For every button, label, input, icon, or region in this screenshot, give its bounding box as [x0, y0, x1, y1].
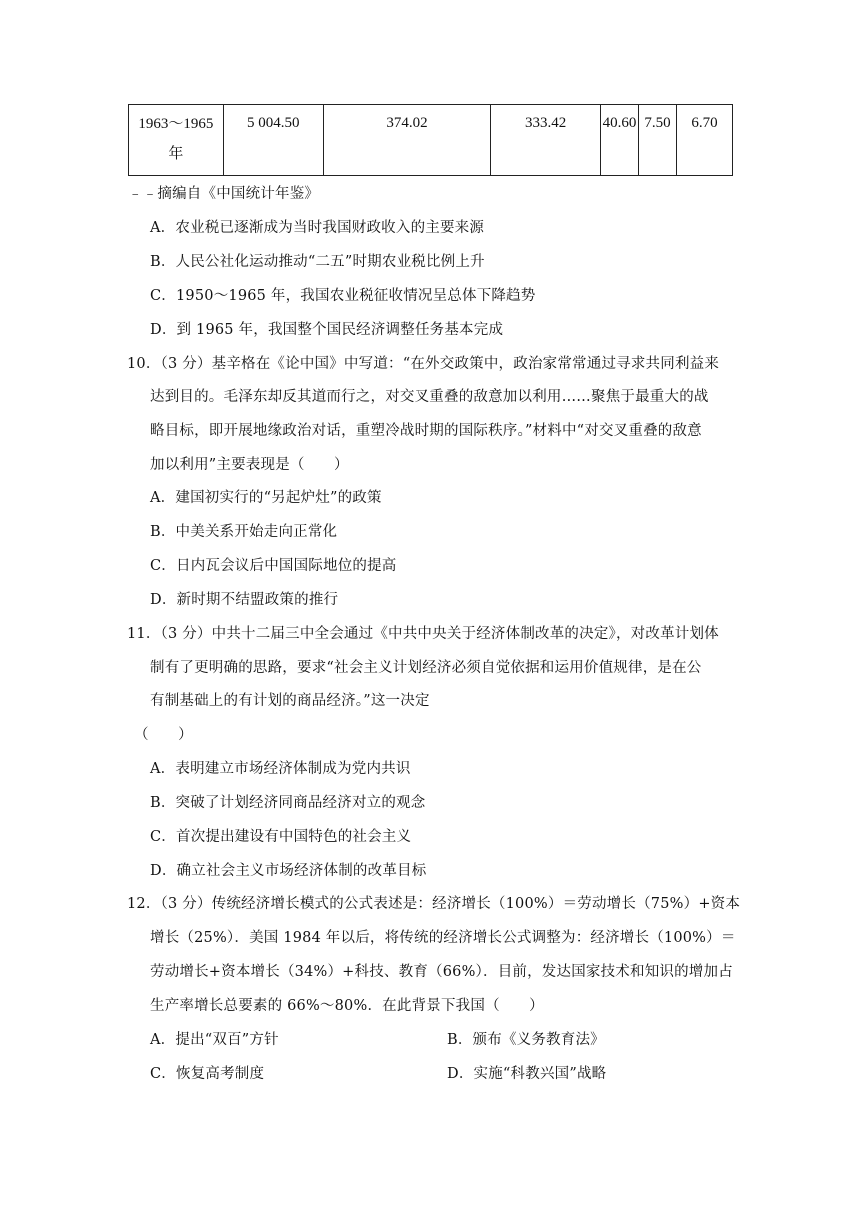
- q11-option-d: D．确立社会主义市场经济体制的改革目标: [150, 863, 427, 879]
- q10-stem-line-1: 10．（3 分）基辛格在《论中国》中写道：“在外交政策中，政治家常常通过寻求共同利益来: [127, 356, 720, 372]
- q12-option-d: D．实施“科教兴国”战略: [447, 1066, 607, 1082]
- q12-option-a: A．提出“双百”方针: [150, 1032, 279, 1048]
- table-row: [129, 105, 733, 176]
- table-cell: 374.02: [323, 105, 491, 176]
- q10-stem-line-2: 达到目的。毛泽东却反其道而行之，对交叉重叠的敌意加以利用……聚焦于最重大的战: [150, 389, 709, 405]
- q11-option-b: B．突破了计划经济同商品经济对立的观念: [150, 795, 426, 811]
- q10-option-b: B．中美关系开始走向正常化: [150, 524, 338, 540]
- q12-option-c: C．恢复高考制度: [150, 1066, 265, 1082]
- q11-stem-line-1: 11．（3 分）中共十二届三中全会通过《中共中央关于经济体制改革的决定》，对改革计划体: [127, 626, 719, 642]
- q10-option-c: C．日内瓦会议后中国国际地位的提高: [150, 558, 397, 574]
- table-cell: 333.42: [491, 105, 601, 176]
- q10-stem-line-4: 加以利用”主要表现是（ ）: [150, 457, 349, 473]
- table-cell: 40.60: [601, 105, 639, 176]
- source-citation: ﹣﹣摘编自《中国统计年鉴》: [128, 186, 320, 202]
- q11-stem-line-3: 有制基础上的有计划的商品经济。”这一决定: [150, 693, 430, 709]
- period-line-1: 1963～1965: [138, 116, 214, 132]
- table-cell: 6.70: [677, 105, 733, 176]
- q9-option-a: A．农业税已逐渐成为当时我国财政收入的主要来源: [150, 220, 485, 236]
- table-cell-period: [129, 105, 224, 176]
- statistics-table: [128, 104, 733, 176]
- period-line-2: 年: [168, 146, 184, 162]
- q10-option-d: D．新时期不结盟政策的推行: [150, 592, 339, 608]
- table-cell: 7.50: [639, 105, 677, 176]
- q11-option-a: A．表明建立市场经济体制成为党内共识: [150, 761, 411, 777]
- q11-answer-paren: （ ）: [134, 727, 193, 743]
- q11-option-c: C．首次提出建设有中国特色的社会主义: [150, 829, 412, 845]
- table-cell: 5 004.50: [223, 105, 323, 176]
- q9-option-b: B．人民公社化运动推动“二五”时期农业税比例上升: [150, 254, 485, 270]
- q12-stem-line-2: 增长（25%）．美国 1984 年以后，将传统的经济增长公式调整为：经济增长（100%）＝: [150, 930, 736, 946]
- q11-stem-line-2: 制有了更明确的思路，要求“社会主义计划经济必须自觉依据和运用价值规律，是在公: [150, 660, 702, 676]
- q9-option-d: D．到 1965 年，我国整个国民经济调整任务基本完成: [150, 322, 504, 338]
- q12-option-b: B．颁布《义务教育法》: [447, 1032, 605, 1048]
- q12-stem-line-3: 劳动增长+资本增长（34%）+科技、教育（66%）．目前，发达国家技术和知识的增加占: [150, 964, 733, 980]
- q10-option-a: A．建国初实行的“另起炉灶”的政策: [150, 490, 382, 506]
- q12-stem-line-4: 生产率增长总要素的 66%～80%．在此背景下我国（ ）: [150, 998, 544, 1014]
- q10-stem-line-3: 略目标，即开展地缘政治对话，重塑冷战时期的国际秩序。”材料中“对交叉重叠的敌意: [150, 423, 702, 439]
- q9-option-c: C．1950～1965 年，我国农业税征收情况呈总体下降趋势: [150, 288, 536, 304]
- q12-stem-line-1: 12．（3 分）传统经济增长模式的公式表述是：经济增长（100%）＝劳动增长（75%）+资本: [127, 896, 741, 912]
